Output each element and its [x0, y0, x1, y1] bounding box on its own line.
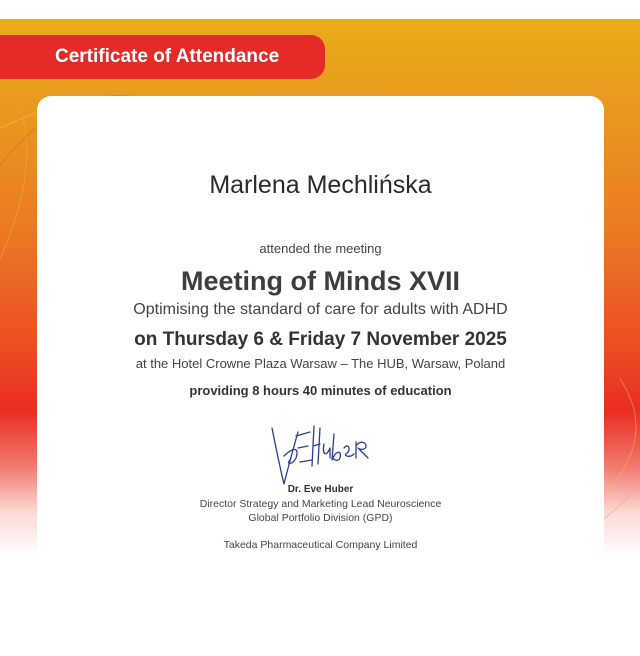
certificate-type-label: Certificate of Attendance	[55, 46, 280, 67]
meeting-venue: at the Hotel Crowne Plaza Warsaw – The HUB, Warsaw, Poland	[135, 356, 506, 371]
handwritten-signature	[262, 418, 372, 488]
signer-division: Global Portfolio Division (GPD)	[248, 512, 393, 524]
signer-name: Dr. Eve Huber	[287, 484, 354, 495]
signer-role: Director Strategy and Marketing Lead Neuroscience	[199, 498, 442, 510]
meeting-title: Meeting of Minds XVII	[180, 266, 460, 296]
certificate-type-tab	[0, 35, 325, 79]
education-hours: providing 8 hours 40 minutes of education	[189, 383, 452, 398]
attended-text: attended the meeting	[259, 241, 382, 256]
meeting-dates: on Thursday 6 & Friday 7 November 2025	[134, 329, 507, 350]
meeting-subtitle: Optimising the standard of care for adults with ADHD	[133, 301, 508, 318]
attendee-name: Marlena Mechlińska	[209, 171, 432, 199]
top-strip	[0, 0, 640, 19]
company-name: Takeda Pharmaceutical Company Limited	[223, 539, 418, 551]
